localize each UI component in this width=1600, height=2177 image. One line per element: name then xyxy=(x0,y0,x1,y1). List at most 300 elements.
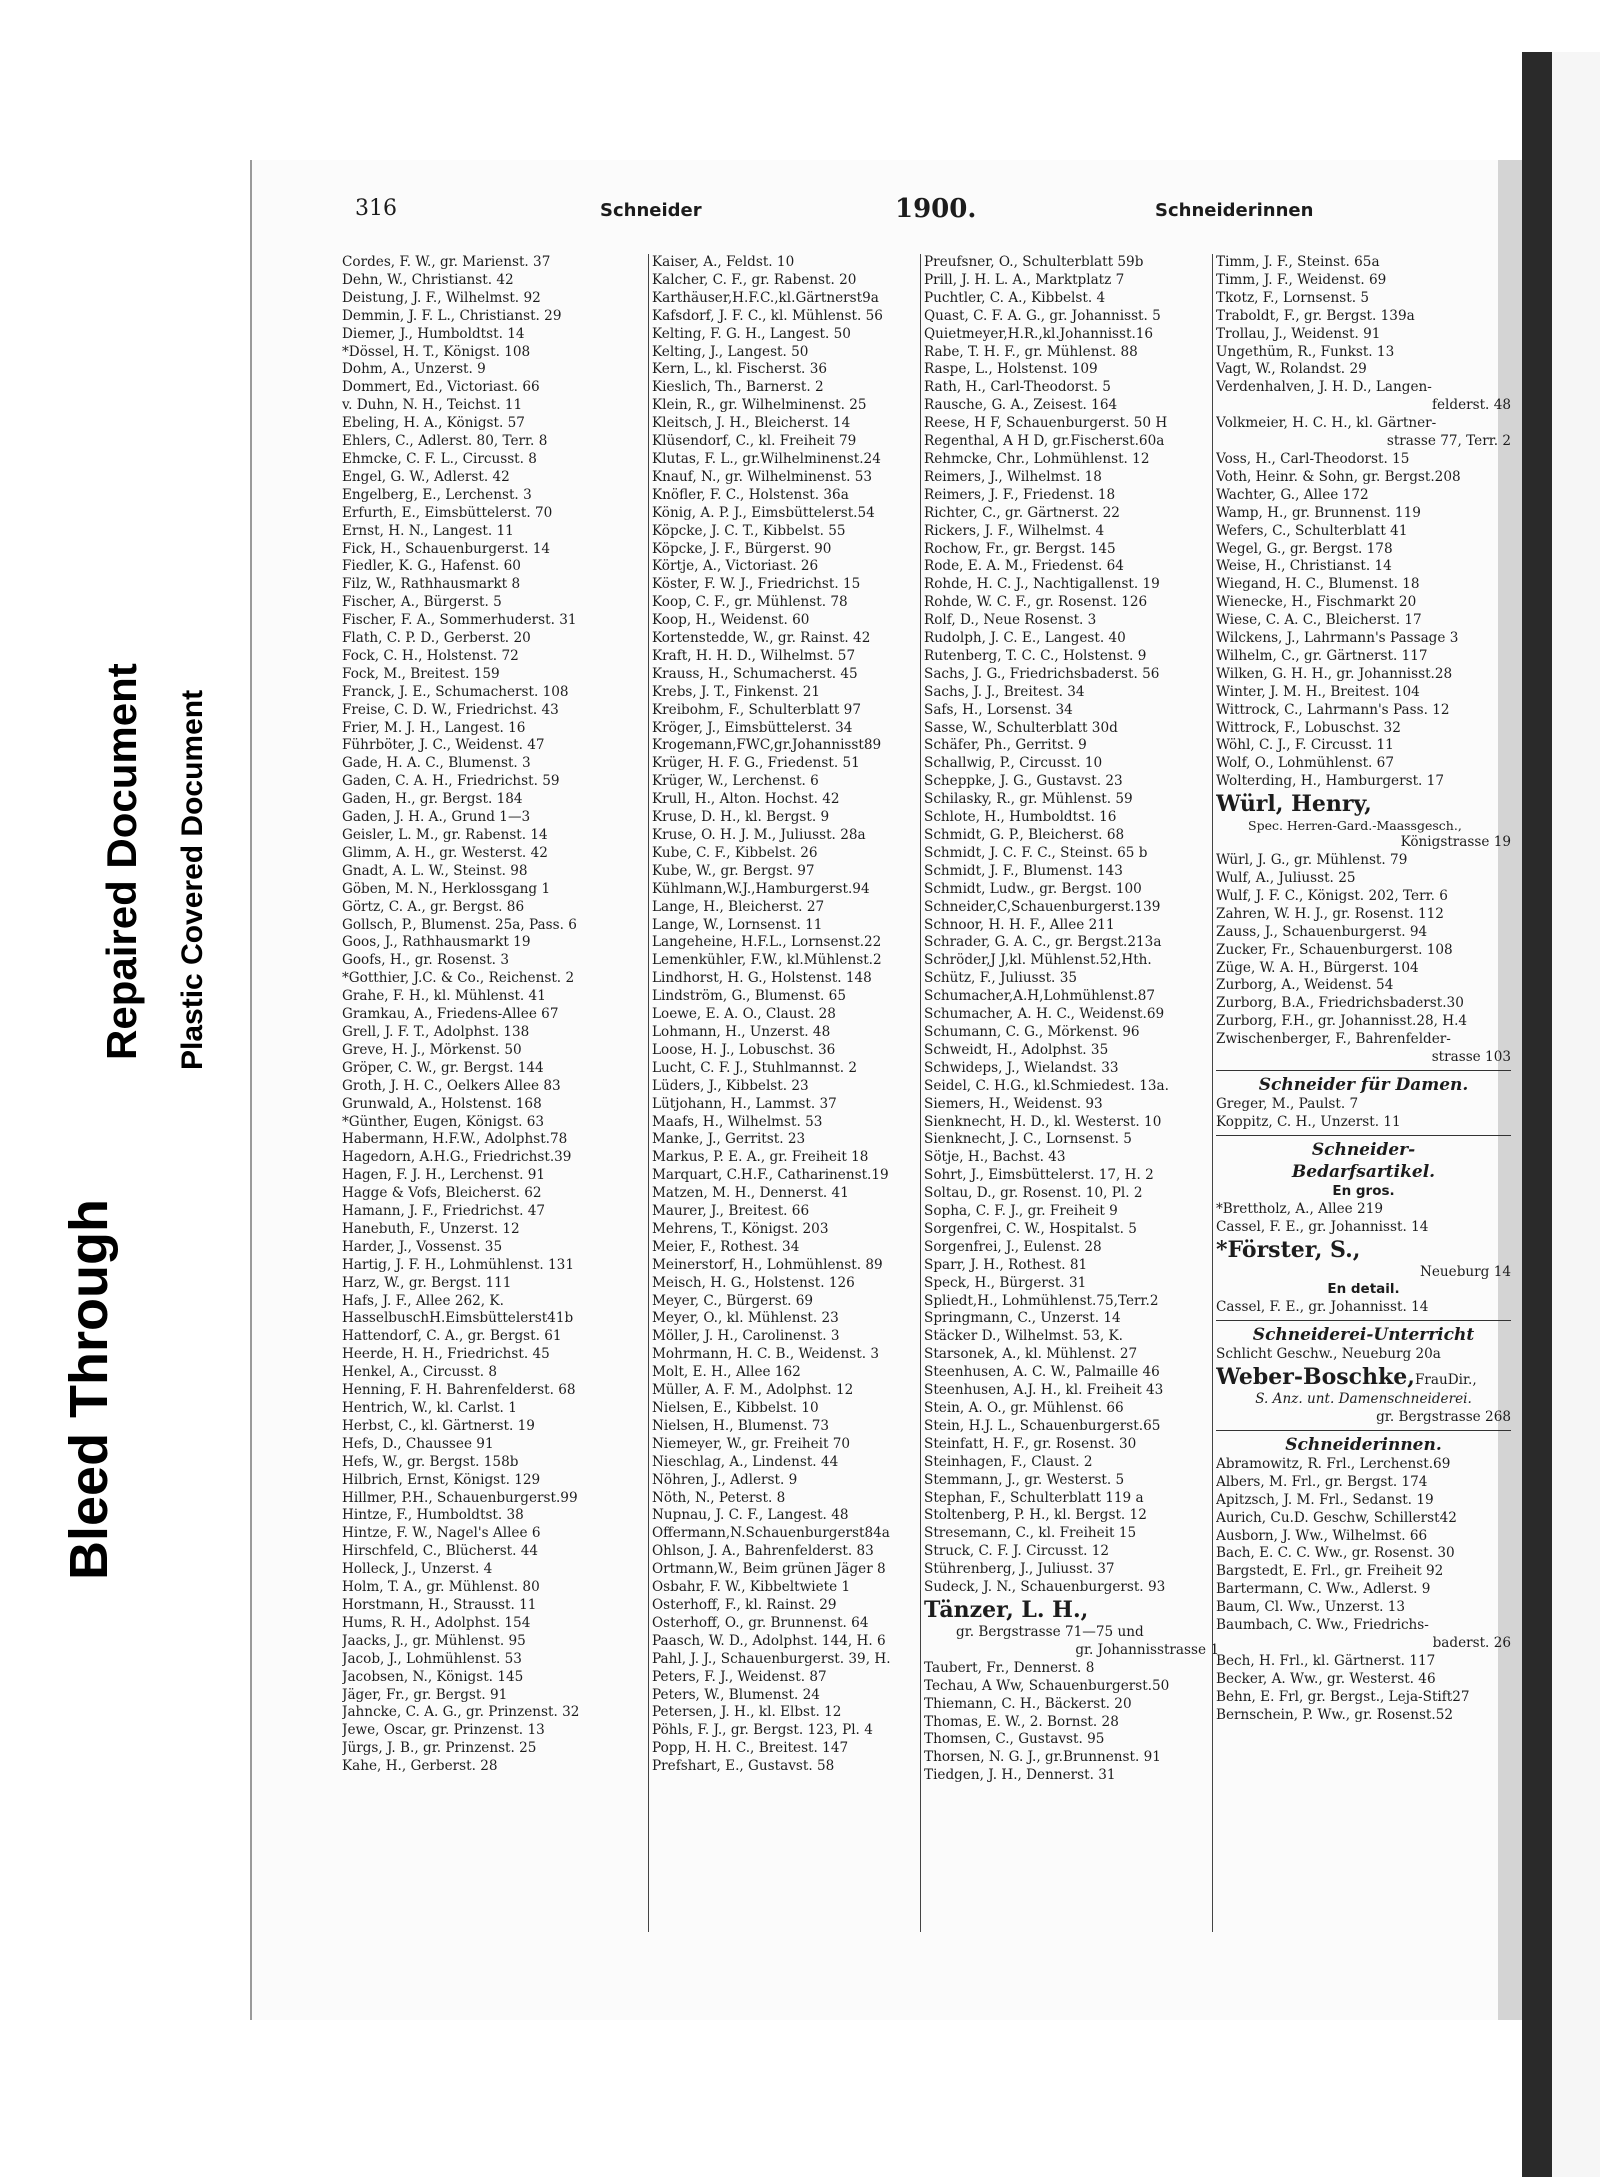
list-item: Köster, F. W. J., Friedrichst. 15 xyxy=(652,576,861,593)
list-item: Zucker, Fr., Schauenburgerst. 108 xyxy=(1216,941,1453,958)
list-item: Demmin, J. F. L., Christianst. 29 xyxy=(342,307,562,324)
list-item: Zurborg, F.H., gr. Johannisst.28, H.4 xyxy=(1216,1013,1468,1030)
list-item: Reimers, J., Wilhelmst. 18 xyxy=(924,468,1102,485)
list-item: Wiegand, H. C., Blumenst. 18 xyxy=(1216,576,1420,593)
weber-advert-title: FrauDir., xyxy=(1414,1372,1477,1389)
list-item: Schumacher, A. H. C., Weidenst.69 xyxy=(924,1006,1165,1023)
list-item: Franck, J. E., Schumacherst. 108 xyxy=(342,683,569,700)
list-item: Voss, H., Carl-Theodorst. 15 xyxy=(1216,450,1410,467)
list-item: Hilbrich, Ernst, Königst. 129 xyxy=(342,1471,541,1488)
list-item: Freise, C. D. W., Friedrichst. 43 xyxy=(342,701,559,718)
list-item: Rode, E. A. M., Friedenst. 64 xyxy=(924,558,1124,575)
column-4-list-d xyxy=(1216,852,1511,1049)
list-item: Meier, F., Rothest. 34 xyxy=(652,1238,800,1255)
list-item: Siemers, H., Weidenst. 93 xyxy=(924,1095,1103,1112)
list-item: Heerde, H. H., Friedrichst. 45 xyxy=(342,1346,550,1363)
list-item: Jäger, Fr., gr. Bergst. 91 xyxy=(342,1686,508,1703)
list-item: Lüders, J., Kibbelst. 23 xyxy=(652,1077,809,1094)
list-item: Stresemann, C., kl. Freiheit 15 xyxy=(924,1525,1137,1542)
list-item: Schröder,J J,kl. Mühlenst.52,Hth. xyxy=(924,952,1152,969)
list-item: Hamann, J. F., Friedrichst. 47 xyxy=(342,1203,546,1220)
list-item: Preufsner, O., Schulterblatt 59b xyxy=(924,254,1144,270)
list-item: Jürgs, J. B., gr. Prinzenst. 25 xyxy=(342,1740,537,1757)
list-item: Steenhusen, A.J. H., kl. Freiheit 43 xyxy=(924,1382,1164,1399)
list-item: Zurborg, A., Weidenst. 54 xyxy=(1216,977,1394,994)
list-item: Timm, J. F., Weidenst. 69 xyxy=(1216,271,1387,288)
list-item: Groth, J. H. C., Oelkers Allee 83 xyxy=(342,1077,561,1094)
list-item: Meinerstorf, H., Lohmühlenst. 89 xyxy=(652,1256,883,1273)
list-item-continuation: strasse 103 xyxy=(1431,1049,1511,1066)
list-item: Wulf, J. F. C., Königst. 202, Terr. 6 xyxy=(1216,887,1448,904)
list-item: Kelting, F. G. H., Langest. 50 xyxy=(652,325,851,342)
list-item: Körtje, A., Victoriast. 26 xyxy=(652,558,819,575)
section-heading-damen: Schneider für Damen. xyxy=(1258,1074,1469,1095)
list-item: Krüger, H. F. G., Friedenst. 51 xyxy=(652,755,860,772)
list-item: Cordes, F. W., gr. Marienst. 37 xyxy=(342,254,551,270)
list-item: Schmidt, G. P., Bleicherst. 68 xyxy=(924,827,1125,843)
list-item: Kieslich, Th., Barnerst. 2 xyxy=(652,379,824,396)
next-page-edge xyxy=(1552,52,1600,2177)
condition-tags xyxy=(20,560,250,1580)
list-item: Winter, J. M. H., Breitest. 104 xyxy=(1216,683,1420,700)
list-item: Springmann, C., Unzerst. 14 xyxy=(924,1310,1121,1327)
list-item: Kleitsch, J. H., Bleicherst. 14 xyxy=(652,415,851,432)
list-item: Müller, A. F. M., Adolphst. 12 xyxy=(652,1382,854,1399)
weber-advert-name: Weber-Boschke, xyxy=(1216,1364,1415,1391)
list-item: Rickers, J. F., Wilhelmst. 4 xyxy=(924,522,1105,539)
list-item: Schneider,C,Schauenburgerst.139 xyxy=(924,898,1161,915)
list-item: Stemmann, J., gr. Westerst. 5 xyxy=(924,1471,1125,1488)
list-item: Horstmann, H., Strausst. 11 xyxy=(342,1596,537,1613)
list-item: Klutas, F. L., gr.Wilhelminenst.24 xyxy=(652,450,881,467)
list-item: Osbahr, F. W., Kibbeltwiete 1 xyxy=(652,1579,851,1596)
list-item: Ausborn, J. Ww., Wilhelmst. 66 xyxy=(1216,1527,1428,1544)
list-item: Gröper, C. W., gr. Bergst. 144 xyxy=(342,1059,544,1076)
list-item: Schumacher,A.H,Lohmühlenst.87 xyxy=(924,988,1156,1005)
list-item: Soltau, D., gr. Rosenst. 10, Pl. 2 xyxy=(924,1185,1143,1202)
list-item: Maurer, J., Breitest. 66 xyxy=(652,1203,810,1220)
list-item: Fock, C. H., Holstenst. 72 xyxy=(342,647,519,664)
list-item: Quast, C. F. A. G., gr. Johannisst. 5 xyxy=(924,307,1161,324)
column-2 xyxy=(648,254,927,1932)
list-item: Petersen, J. H., kl. Elbst. 12 xyxy=(652,1704,842,1721)
column-4-list-c xyxy=(1216,451,1511,791)
weber-advert-line-2: gr. Bergstrasse 268 xyxy=(1376,1409,1511,1426)
list-item: Langeheine, H.F.L., Lornsenst.22 xyxy=(652,934,882,951)
list-item: Hums, R. H., Adolphst. 154 xyxy=(342,1614,531,1631)
wurl-advert-name: Würl, Henry, xyxy=(1216,791,1372,818)
list-item: Thorsen, N. G. J., gr.Brunnenst. 91 xyxy=(924,1749,1161,1766)
list-item: Engelberg, E., Lerchenst. 3 xyxy=(342,486,532,503)
list-item: König, A. P. J., Eimsbüttelerst.54 xyxy=(652,504,875,521)
section-divider xyxy=(1216,1070,1511,1071)
list-item: Schweidt, H., Adolphst. 35 xyxy=(924,1041,1109,1058)
list-item: Richter, C., gr. Gärtnerst. 22 xyxy=(924,504,1120,521)
list-item: Pahl, J. J., Schauenburgerst. 39, H. xyxy=(652,1650,891,1667)
list-item: Wienecke, H., Fischmarkt 20 xyxy=(1216,594,1417,611)
list-item: Fischer, F. A., Sommerhuderst. 31 xyxy=(342,612,577,629)
tanzer-address-1: gr. Bergstrasse 71—75 und xyxy=(956,1623,1144,1640)
list-item: Bernschein, P. Ww., gr. Rosenst.52 xyxy=(1216,1706,1454,1723)
list-item: Gramkau, A., Friedens-Allee 67 xyxy=(342,1006,559,1023)
list-item: Frier, M. J. H., Langest. 16 xyxy=(342,719,526,736)
list-item: Molt, E. H., Allee 162 xyxy=(652,1364,801,1381)
list-item: Geisler, L. M., gr. Rabenst. 14 xyxy=(342,827,548,843)
list-item: Harder, J., Vossenst. 35 xyxy=(342,1238,503,1255)
list-item: Meisch, H. G., Holstenst. 126 xyxy=(652,1274,855,1291)
list-item: Stoltenberg, P. H., kl. Bergst. 12 xyxy=(924,1507,1147,1524)
list-item: Henning, F. H. Bahrenfelderst. 68 xyxy=(342,1382,576,1399)
list-item: Hentrich, W., kl. Carlst. 1 xyxy=(342,1400,517,1416)
list-item: Traboldt, F., gr. Bergst. 139a xyxy=(1216,307,1415,324)
list-item: Hagen, F. J. H., Lerchenst. 91 xyxy=(342,1167,546,1184)
forster-address: Neueburg 14 xyxy=(1419,1263,1511,1280)
list-item: Hillmer, P.H., Schauenburgerst.99 xyxy=(342,1489,578,1506)
list-item: Hagedorn, A.H.G., Friedrichst.39 xyxy=(342,1149,572,1166)
list-item: Sparr, J. H., Rothest. 81 xyxy=(924,1256,1088,1273)
tag-bleed-through: Bleed Through xyxy=(59,1199,119,1580)
list-item: Seidel, C. H.G., kl.Schmiedest. 13a. xyxy=(924,1077,1169,1094)
list-item: Hattendorf, C. A., gr. Bergst. 61 xyxy=(342,1328,562,1345)
list-item: Krauss, H., Schumacherst. 45 xyxy=(652,665,858,682)
tag-plastic-covered: Plastic Covered Document xyxy=(176,689,209,1070)
list-item: Fock, M., Breitest. 159 xyxy=(342,665,500,682)
list-item: Offermann,N.Schauenburgerst84a xyxy=(652,1525,890,1542)
list-item: Stäcker D., Wilhelmst. 53, K. xyxy=(924,1328,1123,1345)
list-item: Kröger, J., Eimsbüttelerst. 34 xyxy=(652,719,853,736)
list-item: Gaden, J. H. A., Grund 1—3 xyxy=(342,809,531,826)
list-item: Kraft, H. H. D., Wilhelmst. 57 xyxy=(652,647,856,664)
list-item: Steinfatt, H. F., gr. Rosenst. 30 xyxy=(924,1435,1137,1452)
list-item: Ehmcke, C. F. L., Circusst. 8 xyxy=(342,450,537,467)
list-item: Kaiser, A., Feldst. 10 xyxy=(652,254,795,270)
list-item: Hanebuth, F., Unzerst. 12 xyxy=(342,1220,520,1237)
list-item: Markus, P. E. A., gr. Freiheit 18 xyxy=(652,1149,869,1166)
list-item: Prill, J. H. L. A., Marktplatz 7 xyxy=(924,271,1125,288)
list-item: Sorgenfrei, J., Eulenst. 28 xyxy=(924,1238,1102,1255)
list-item: Greger, M., Paulst. 7 xyxy=(1216,1095,1359,1112)
list-item: Meyer, O., kl. Mühlenst. 23 xyxy=(652,1310,839,1327)
list-item: Rausche, G. A., Zeisest. 164 xyxy=(924,397,1118,414)
list-item: Bech, H. Frl., kl. Gärtnerst. 117 xyxy=(1216,1652,1436,1669)
list-item: Fiedler, K. G., Hafenst. 60 xyxy=(342,558,521,575)
list-item: Kalcher, C. F., gr. Rabenst. 20 xyxy=(652,271,857,288)
list-item: Tiedgen, J. H., Dennerst. 31 xyxy=(924,1767,1116,1784)
list-item: Behn, E. Frl, gr. Bergst., Leja-Stift27 xyxy=(1216,1688,1470,1705)
list-item: Nielsen, H., Blumenst. 73 xyxy=(652,1417,830,1434)
list-item: Fick, H., Schauenburgerst. 14 xyxy=(342,540,551,557)
list-item: Kafsdorf, J. F. C., kl. Mühlenst. 56 xyxy=(652,307,883,324)
list-item: Schumann, C. G., Mörkenst. 96 xyxy=(924,1023,1140,1040)
list-item: Mohrmann, H. C. B., Weidenst. 3 xyxy=(652,1346,879,1363)
page-number: 316 xyxy=(355,196,397,221)
list-item: Karthäuser,H.F.C.,kl.Gärtnerst9a xyxy=(652,289,879,306)
list-item: Sudeck, J. N., Schauenburgerst. 93 xyxy=(924,1579,1166,1596)
list-item: Ohlson, J. A., Bahrenfelderst. 83 xyxy=(652,1543,874,1560)
list-item: Osterhoff, F., kl. Rainst. 29 xyxy=(652,1596,837,1613)
list-item: v. Duhn, N. H., Teichst. 11 xyxy=(342,397,523,414)
list-item: Rohde, W. C. F., gr. Rosenst. 126 xyxy=(924,594,1148,611)
list-item: Gaden, H., gr. Bergst. 184 xyxy=(342,791,523,808)
list-item: Prefshart, E., Gustavst. 58 xyxy=(652,1758,835,1775)
list-item: Klein, R., gr. Wilhelminenst. 25 xyxy=(652,397,867,414)
list-item: Mehrens, T., Königst. 203 xyxy=(652,1220,829,1237)
list-item: Rolf, D., Neue Rosenst. 3 xyxy=(924,612,1097,629)
running-head-left: Schneider xyxy=(600,200,702,221)
list-item: Koop, H., Weidenst. 60 xyxy=(652,612,810,629)
list-item: Kreibohm, F., Schulterblatt 97 xyxy=(652,701,861,718)
list-item: Köpcke, J. F., Bürgerst. 90 xyxy=(652,540,832,557)
list-item: Koppitz, C. H., Unzerst. 11 xyxy=(1216,1113,1401,1130)
list-item: Schilasky, R., gr. Mühlenst. 59 xyxy=(924,791,1133,808)
list-item-continuation: strasse 77, Terr. 2 xyxy=(1386,433,1511,450)
list-item: Bach, E. C. C. Ww., gr. Rosenst. 30 xyxy=(1216,1545,1455,1562)
list-item: Schmidt, Ludw., gr. Bergst. 100 xyxy=(924,880,1142,897)
list-item: Bartermann, C. Ww., Adlerst. 9 xyxy=(1216,1581,1431,1598)
list-item: Sohrt, J., Eimsbüttelerst. 17, H. 2 xyxy=(924,1167,1154,1184)
list-item: Schlicht Geschw., Neueburg 20a xyxy=(1216,1346,1441,1363)
list-item: Thomas, E. W., 2. Bornst. 28 xyxy=(924,1713,1119,1730)
list-item: Wulf, A., Juliusst. 25 xyxy=(1216,870,1356,886)
list-item: Wachter, G., Allee 172 xyxy=(1216,486,1369,503)
list-item: Köpcke, J. C. T., Kibbelst. 55 xyxy=(652,522,846,539)
list-item: Rutenberg, T. C. C., Holstenst. 9 xyxy=(924,647,1147,664)
list-item-continuation: felderst. 48 xyxy=(1431,397,1511,414)
list-item: Stein, A. O., gr. Mühlenst. 66 xyxy=(924,1400,1124,1416)
list-item: Tkotz, F., Lornsenst. 5 xyxy=(1216,289,1370,306)
column-3-list xyxy=(924,254,1219,1597)
list-item: Jewe, Oscar, gr. Prinzenst. 13 xyxy=(342,1722,545,1739)
list-item: Wilhelm, C., gr. Gärtnerst. 117 xyxy=(1216,647,1428,664)
list-item: *Brettholz, A., Allee 219 xyxy=(1216,1200,1383,1217)
list-item: Raspe, L., Holstenst. 109 xyxy=(924,361,1098,378)
list-item: Schütz, F., Juliusst. 35 xyxy=(924,970,1077,987)
list-item: Lütjohann, H., Lammst. 37 xyxy=(652,1095,837,1112)
list-item: Osterhoff, O., gr. Brunnenst. 64 xyxy=(652,1614,869,1631)
list-item: Reese, H F, Schauenburgerst. 50 H xyxy=(924,415,1168,432)
running-head-right: Schneiderinnen xyxy=(1155,200,1314,221)
list-item: Klüsendorf, C., kl. Freiheit 79 xyxy=(652,433,857,450)
running-head-year: 1900. xyxy=(895,194,977,224)
list-item: Nupnau, J. C. F., Langest. 48 xyxy=(652,1507,849,1524)
list-item: Spliedt,H., Lohmühlenst.75,Terr.2 xyxy=(924,1292,1159,1309)
weber-advert xyxy=(1216,1364,1511,1391)
list-item: Lohmann, H., Unzerst. 48 xyxy=(652,1023,831,1040)
list-item: Cassel, F. E., gr. Johannisst. 14 xyxy=(1216,1218,1429,1235)
list-item: Ehlers, C., Adlerst. 80, Terr. 8 xyxy=(342,433,548,450)
list-item: Loewe, E. A. O., Claust. 28 xyxy=(652,1006,836,1023)
list-item: Sachs, J. G., Friedrichsbaderst. 56 xyxy=(924,665,1160,682)
list-item: Becker, A. Ww., gr. Westerst. 46 xyxy=(1216,1670,1436,1687)
list-item: Taubert, Fr., Dennerst. 8 xyxy=(924,1659,1095,1676)
list-item: Schmidt, J. F., Blumenst. 143 xyxy=(924,862,1123,879)
list-item: Henkel, A., Circusst. 8 xyxy=(342,1364,498,1381)
list-item: Nöhren, J., Adlerst. 9 xyxy=(652,1471,798,1488)
list-item: Hirschfeld, C., Blücherst. 44 xyxy=(342,1543,539,1560)
list-item: Pöhls, F. J., gr. Bergst. 123, Pl. 4 xyxy=(652,1722,873,1739)
forster-advert-name: *Förster, S., xyxy=(1216,1236,1361,1263)
list-item: Speck, H., Bürgerst. 31 xyxy=(924,1274,1087,1291)
list-item: Züge, W. A. H., Bürgerst. 104 xyxy=(1216,959,1419,976)
list-item: Kelting, J., Langest. 50 xyxy=(652,343,809,360)
page-header xyxy=(355,194,1314,236)
list-item: Apitzsch, J. M. Frl., Sedanst. 19 xyxy=(1216,1491,1434,1508)
list-item: Gollsch, P., Blumenst. 25a, Pass. 6 xyxy=(342,916,577,933)
list-item: Zwischenberger, F., Bahrenfelder- xyxy=(1216,1031,1451,1048)
list-item: Koop, C. F., gr. Mühlenst. 78 xyxy=(652,594,848,611)
list-item: Führböter, J. C., Weidenst. 47 xyxy=(342,737,545,754)
list-item: Herbst, C., kl. Gärtnerst. 19 xyxy=(342,1417,535,1434)
list-item: Kühlmann,W.J.,Hamburgerst.94 xyxy=(652,880,870,897)
list-item: Kern, L., kl. Fischerst. 36 xyxy=(652,361,827,378)
list-item: Rabe, T. H. F., gr. Mühlenst. 88 xyxy=(924,343,1138,360)
list-item: Voth, Heinr. & Sohn, gr. Bergst.208 xyxy=(1216,468,1461,485)
list-item: Bargstedt, E. Frl., gr. Freiheit 92 xyxy=(1216,1563,1444,1580)
list-item: Schwideps, J., Wielandst. 33 xyxy=(924,1059,1119,1076)
list-item: Göben, M. N., Herklossgang 1 xyxy=(342,880,551,897)
list-item: Kortenstedde, W., gr. Rainst. 42 xyxy=(652,630,871,647)
list-item: Holm, T. A., gr. Mühlenst. 80 xyxy=(342,1579,540,1596)
list-item: Sienknecht, H. D., kl. Westerst. 10 xyxy=(924,1113,1162,1130)
list-item: Wilken, G. H. H., gr. Johannisst.28 xyxy=(1216,665,1453,682)
list-item: Rath, H., Carl-Theodorst. 5 xyxy=(924,379,1111,396)
list-item: Knauf, N., gr. Wilhelminenst. 53 xyxy=(652,468,873,485)
list-item: Ernst, H. N., Langest. 11 xyxy=(342,522,514,539)
list-item: *Dössel, H. T., Königst. 108 xyxy=(342,343,531,360)
list-item: Kruse, O. H. J. M., Juliusst. 28a xyxy=(652,827,866,843)
list-item: Timm, J. F., Steinst. 65a xyxy=(1216,254,1380,270)
list-item: Schnoor, H. H. F., Allee 211 xyxy=(924,916,1115,933)
tag-repaired-document: Repaired Document xyxy=(98,663,145,1060)
list-item: Krull, H., Alton. Hochst. 42 xyxy=(652,791,840,808)
list-item: Steenhusen, A. C. W., Palmaille 46 xyxy=(924,1364,1160,1381)
list-item: Rudolph, J. C. E., Langest. 40 xyxy=(924,630,1126,647)
tanzer-advert-name: Tänzer, L. H., xyxy=(924,1596,1089,1623)
list-item: Deistung, J. F., Wilhelmst. 92 xyxy=(342,289,541,306)
subheading-en-gros: En gros. xyxy=(1332,1182,1395,1199)
list-item: Nöth, N., Peterst. 8 xyxy=(652,1489,786,1506)
list-item: Popp, H. H. C., Breitest. 147 xyxy=(652,1740,849,1757)
list-item: Stein, H.J. L., Schauenburgerst.65 xyxy=(924,1417,1161,1434)
list-item: Puchtler, C. A., Kibbelst. 4 xyxy=(924,289,1106,306)
list-item: Wolterding, H., Hamburgerst. 17 xyxy=(1216,773,1444,790)
list-item: Krogemann,FWC,gr.Johannisst89 xyxy=(652,737,882,754)
column-4 xyxy=(1212,254,1511,1932)
list-item: Aurich, Cu.D. Geschw, Schillerst42 xyxy=(1216,1509,1457,1526)
section-heading-schneiderinnen: Schneiderinnen. xyxy=(1285,1434,1442,1455)
list-item: Loose, H. J., Lobuschst. 36 xyxy=(652,1041,836,1058)
column-3-end-list xyxy=(924,1660,1219,1785)
list-item: Knöfler, F. C., Holstenst. 36a xyxy=(652,486,849,503)
list-item: Wöhl, C. J., F. Circusst. 11 xyxy=(1216,737,1394,754)
list-item: Hefs, D., Chaussee 91 xyxy=(342,1435,494,1452)
list-item: Diemer, J., Humboldtst. 14 xyxy=(342,325,525,342)
list-item: Fischer, A., Bürgerst. 5 xyxy=(342,594,502,611)
list-item: Rohde, H. C. J., Nachtigallenst. 19 xyxy=(924,576,1160,593)
list-item: Niemeyer, W., gr. Freiheit 70 xyxy=(652,1435,851,1452)
column-3 xyxy=(920,254,1219,1932)
list-item: Wamp, H., gr. Brunnenst. 119 xyxy=(1216,504,1421,521)
list-item: Zahren, W. H. J., gr. Rosenst. 112 xyxy=(1216,905,1444,922)
list-item: Zurborg, B.A., Friedrichsbaderst.30 xyxy=(1216,995,1464,1012)
list-item: Grahe, F. H., kl. Mühlenst. 41 xyxy=(342,988,546,1005)
list-item: Lemenkühler, F.W., kl.Mühlenst.2 xyxy=(652,952,882,969)
list-item: Schlote, H., Humboldtst. 16 xyxy=(924,809,1117,826)
list-item: Jacob, J., Lohmühlenst. 53 xyxy=(342,1650,522,1667)
list-item: Verdenhalven, J. H. D., Langen- xyxy=(1216,379,1432,396)
list-item: Volkmeier, H. C. H., kl. Gärtner- xyxy=(1216,415,1437,432)
list-item: Meyer, C., Bürgerst. 69 xyxy=(652,1292,814,1309)
list-item: Baumbach, C. Ww., Friedrichs- xyxy=(1216,1617,1429,1634)
list-item: Glimm, A. H., gr. Westerst. 42 xyxy=(342,844,548,861)
list-item: HasselbuschH.Eimsbüttelerst41b xyxy=(342,1310,574,1327)
list-item: Filz, W., Rathhausmarkt 8 xyxy=(342,576,521,593)
list-item: Krebs, J. T., Finkenst. 21 xyxy=(652,683,821,700)
list-item: Goos, J., Rathhausmarkt 19 xyxy=(342,934,531,951)
list-item: Rehmcke, Chr., Lohmühlenst. 12 xyxy=(924,450,1150,467)
list-item: Kube, W., gr. Bergst. 97 xyxy=(652,862,815,879)
list-item: Sienknecht, J. C., Lornsenst. 5 xyxy=(924,1131,1132,1148)
section-divider xyxy=(1216,1430,1511,1431)
list-item: Reimers, J. F., Friedenst. 18 xyxy=(924,486,1116,503)
list-item: Görtz, C. A., gr. Bergst. 86 xyxy=(342,898,525,915)
list-item-continuation: baderst. 26 xyxy=(1432,1635,1511,1651)
list-item: Trollau, J., Weidenst. 91 xyxy=(1216,325,1381,342)
list-item: Hefs, W., gr. Bergst. 158b xyxy=(342,1453,519,1470)
section-divider xyxy=(1216,1320,1511,1321)
list-item: Quietmeyer,H.R.,kl.Johannisst.16 xyxy=(924,325,1154,342)
list-item: Nieschlag, A., Lindenst. 44 xyxy=(652,1453,839,1470)
section-divider xyxy=(1216,1135,1511,1136)
subheading-en-detail: En detail. xyxy=(1327,1281,1400,1298)
list-item: Thiemann, C. H., Bäckerst. 20 xyxy=(924,1695,1132,1712)
list-item: Schmidt, J. C. F. C., Steinst. 65 b xyxy=(924,844,1148,861)
list-item: Kahe, H., Gerberst. 28 xyxy=(342,1758,498,1775)
schneiderinnen-list-a xyxy=(1216,1456,1511,1635)
list-item: Schrader, G. A. C., gr. Bergst.213a xyxy=(924,934,1162,951)
list-item: Holleck, J., Unzerst. 4 xyxy=(342,1561,493,1578)
list-item: *Günther, Eugen, Königst. 63 xyxy=(342,1113,545,1130)
list-item: Goofs, H., gr. Rosenst. 3 xyxy=(342,952,509,969)
column-4-list-b xyxy=(1216,415,1511,433)
list-item: Starsonek, A., kl. Mühlenst. 27 xyxy=(924,1346,1138,1363)
list-item: Gade, H. A. C., Blumenst. 3 xyxy=(342,755,531,772)
list-item: Lindström, G., Blumenst. 65 xyxy=(652,988,846,1005)
list-item: Sachs, J. J., Breitest. 34 xyxy=(924,683,1085,700)
list-item: Hintze, F. W., Nagel's Allee 6 xyxy=(342,1525,541,1542)
list-item: Wilckens, J., Lahrmann's Passage 3 xyxy=(1216,630,1459,647)
list-item: Möller, J. H., Carolinenst. 3 xyxy=(652,1328,840,1345)
list-item: Wittrock, C., Lahrmann's Pass. 12 xyxy=(1216,701,1450,718)
list-item: Erfurth, E., Eimsbüttelerst. 70 xyxy=(342,504,553,521)
list-item: Würl, J. G., gr. Mühlenst. 79 xyxy=(1216,852,1408,869)
list-item: Techau, A Ww, Schauenburgerst.50 xyxy=(924,1677,1170,1694)
list-item: Paasch, W. D., Adolphst. 144, H. 6 xyxy=(652,1632,886,1649)
list-item: Thomsen, C., Gustavst. 95 xyxy=(924,1731,1105,1748)
list-item: Grunwald, A., Holstenst. 168 xyxy=(342,1095,542,1112)
list-item: Wittrock, F., Lobuschst. 32 xyxy=(1216,719,1401,736)
list-item: Ebeling, H. A., Königst. 57 xyxy=(342,415,525,432)
list-item: Ungethüm, R., Funkst. 13 xyxy=(1216,343,1395,360)
list-item: Kruse, D. H., kl. Bergst. 9 xyxy=(652,809,830,826)
list-item: Dommert, Ed., Victoriast. 66 xyxy=(342,379,540,396)
list-item: Wiese, C. A. C., Bleicherst. 17 xyxy=(1216,612,1422,629)
list-item: Hartig, J. F. H., Lohmühlenst. 131 xyxy=(342,1256,574,1273)
list-item: Gaden, C. A. H., Friedrichst. 59 xyxy=(342,773,560,790)
list-item: Albers, M. Frl., gr. Bergst. 174 xyxy=(1216,1473,1428,1490)
list-item: Sopha, C. F. J., gr. Freiheit 9 xyxy=(924,1203,1118,1220)
list-item: Sorgenfrei, C. W., Hospitalst. 5 xyxy=(924,1220,1137,1237)
